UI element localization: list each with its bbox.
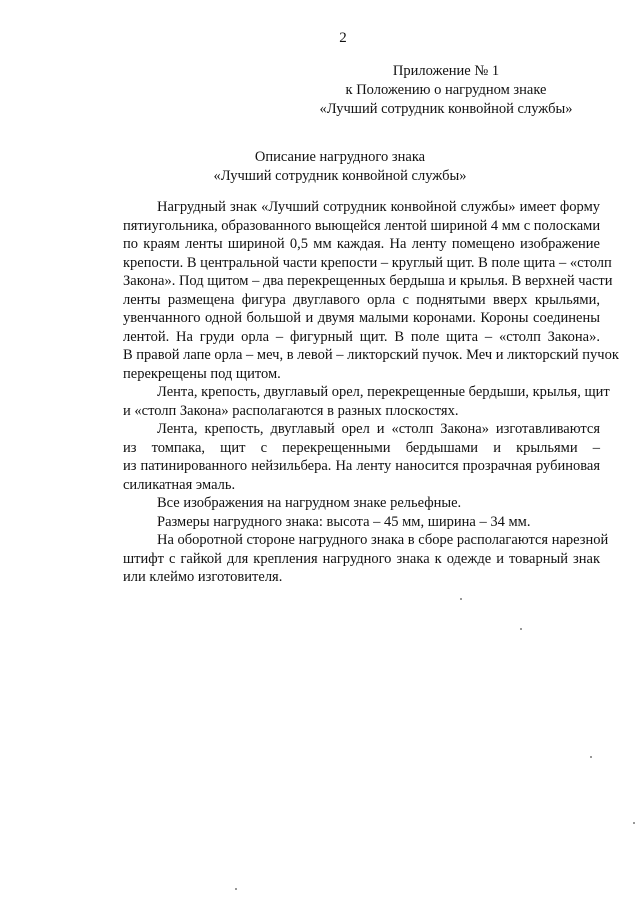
- title-line-2: «Лучший сотрудник конвойной службы»: [213, 168, 467, 184]
- paragraph: [89, 494, 600, 513]
- paragraph-line: увенчанного одной большой и двумя малыми коронами. Короны соединены: [123, 310, 600, 326]
- paragraph-line: крепости. В центральной части крепости – круглый щит. В поле щита – «столп: [123, 254, 612, 271]
- paragraph-line: Все изображения на нагрудном знаке рельефные.: [157, 495, 462, 511]
- scan-speck: [460, 598, 462, 600]
- paragraph: [89, 513, 600, 532]
- scan-speck: [590, 756, 592, 758]
- paragraph-line: или клеймо изготовителя.: [123, 569, 283, 585]
- paragraph: [89, 531, 609, 587]
- appendix-line-3: «Лучший сотрудник конвойной службы»: [319, 101, 573, 117]
- paragraph-line: Закона». Под щитом – два перекрещенных бердыша и крылья. В верхней части: [123, 273, 613, 289]
- paragraph-line: по краям ленты шириной 0,5 мм каждая. На ленту помещено изображение: [123, 236, 600, 252]
- paragraph-line: Лента, крепость, двуглавый орел и «столп Закона» изготавливаются: [157, 421, 600, 437]
- document-body: [89, 198, 619, 587]
- document-title: [0, 148, 640, 186]
- paragraph-line: силикатная эмаль.: [123, 476, 236, 493]
- paragraph-line: пятиугольника, образованного выющейся лентой шириной 4 мм с полосками: [123, 217, 601, 234]
- paragraph-line: В правой лапе орла – меч, в левой – ликторский пучок. Меч и ликторский пучок: [123, 347, 619, 363]
- scan-speck: [235, 888, 237, 890]
- paragraph-line: из патинированного нейзильбера. На ленту наносится прозрачная рубиновая: [123, 458, 600, 474]
- paragraph-line: штифт с гайкой для крепления нагрудного знака к одежде и товарный знак: [123, 550, 600, 567]
- paragraph-line: Нагрудный знак «Лучший сотрудник конвойной службы» имеет форму: [157, 199, 600, 215]
- paragraph-line: и «столп Закона» располагаются в разных плоскостях.: [123, 402, 459, 419]
- paragraph-line: Размеры нагрудного знака: высота – 45 мм, ширина – 34 мм.: [157, 513, 531, 530]
- title-line-1: Описание нагрудного знака: [254, 149, 426, 165]
- paragraph-line: лентой. На груди орла – фигурный щит. В поле щита – «столп Закона».: [123, 328, 600, 345]
- paragraph-line: перекрещены под щитом.: [123, 365, 281, 382]
- page-number: 2: [339, 30, 347, 46]
- paragraph-line: На оборотной стороне нагрудного знака в сборе располагаются нарезной: [157, 532, 609, 548]
- paragraph: [89, 198, 619, 383]
- scan-speck: [520, 628, 522, 630]
- paragraph-line: Лента, крепость, двуглавый орел, перекрещенные бердыши, крылья, щит: [157, 384, 610, 400]
- paragraph: [89, 383, 610, 420]
- paragraph-line: из томпака, щит с перекрещенными бердышами и крыльями –: [123, 439, 600, 456]
- appendix-line-1: Приложение № 1: [392, 63, 500, 79]
- paragraph-line: ленты размещена фигура двуглавого орла с поднятыми вверх крыльями,: [123, 291, 600, 308]
- paragraph: [89, 420, 600, 494]
- appendix-line-2: к Положению о нагрудном знаке: [345, 82, 547, 98]
- appendix-header: [296, 62, 596, 119]
- scan-speck: [633, 822, 635, 824]
